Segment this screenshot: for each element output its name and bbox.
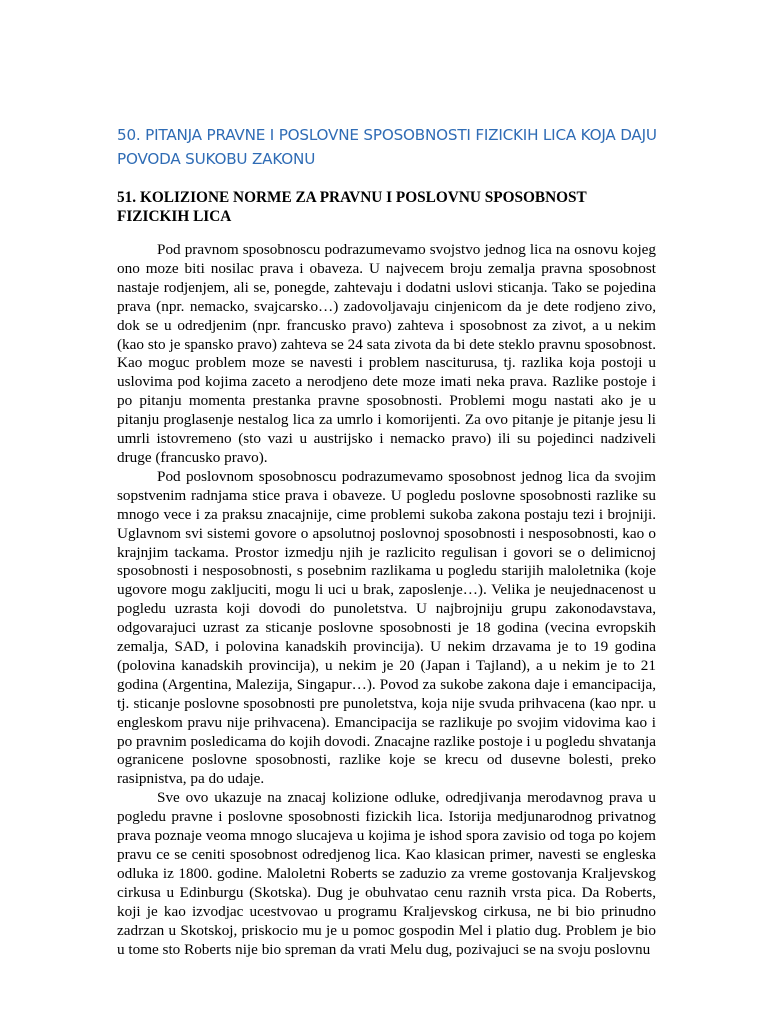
section-heading-51: 51. KOLIZIONE NORME ZA PRAVNU I POSLOVNU SPOSOBNOST FIZICKIH LICA: [117, 189, 587, 225]
section-heading-50: 50. PITANJA PRAVNE I POSLOVNE SPOSOBNOSTI FIZICKIH LICA KOJA DAJU POVODA SUKOBU ZAKONU: [117, 126, 657, 168]
document-body: [117, 241, 656, 959]
paragraph-legal-capacity: Pod pravnom sposobnoscu podrazumevamo svojstvo jednog lica na osnovu kojeg ono moze biti nosilac prava i obaveza. U najvecem broju zemalja pravna sposobnost nastaje rodjenjem, ali se, ponegde, zahtevaju i dodatni uslovi sticanja. Tako se pojedina prava (npr. nemacko, svajcarsko…) zadovoljavaju cinjenicom da je dete rodjeno zivo, dok se u odredjenim (npr. francusko pravo) zahteva i sposobnost za zivot, a u nekim (kao sto je spansko pravo) zahteva se 24 sata zivota da bi dete steklo pravnu sposobnost. Kao moguc problem moze se navesti i problem nasciturusa, tj. razlika koja postoji u uslovima pod kojima zaceto a nerodjeno dete moze imati neka prava. Razlike postoje i po pitanju momenta prestanka pravne sposobnosti. Problemi mogu nastati ako je u pitanju proglasenje nestalog lica za umrlo i komorijenti. Za ovo pitanje je pitanje jesu li umrli istovremeno (sto vazi u austrijsko i nemacko pravo) ili su pojedinci nadziveli druge (francusko pravo).: [117, 241, 656, 466]
paragraph-business-capacity: Pod poslovnom sposobnoscu podrazumevamo sposobnost jednog lica da svojim sopstvenim radnjama stice prava i obaveze. U pogledu poslovne sposobnosti razlike su mnogo vece i za praksu znacajnije, cime problemi sukoba zakona postaju tezi i brojniji. Uglavnom svi sistemi govore o apsolutnoj poslovnoj sposobnosti i nesposobnosti, kao o krajnjim tackama. Prostor izmedju njih je razlicito regulisan i govori se o delimicnoj sposobnosti i nesposobnosti, s posebnim razlikama u pogledu starijih maloletnika (koje ugovore mogu zakljuciti, mogu li uci u brak, zaposlenje…). Velika je neujednacenost u pogledu uzrasta koji dovodi do punoletstva. U najbrojniju grupu zakonodavstava, odgovarajuci uzrast za sticanje poslovne sposobnosti je 18 godina (vecina evropskih zemalja, SAD, i polovina kanadskih provincija). U nekim drzavama je to 19 godina (polovina kanadskih provincija), u nekim je 20 (Japan i Tajland), a u nekim je to 21 godina (Argentina, Malezija, Singapur…). Povod za sukobe zakona daje i emancipacija, tj. sticanje poslovne sposobnosti pre punoletstva, koja nije svuda prihvacena (kao npr. u engleskom pravu nije prihvacena). Emancipacija se razlikuje po svojim vidovima kao i po pravnim posledicama do kojih dovodi. Znacajne razlike postoje i u pogledu shvatanja ogranicene poslovne sposobnosti, razlike koje se krecu od dusevne bolesti, preko rasipnistva, pa do udaje.: [117, 467, 656, 788]
paragraph-conflict-decision: Sve ovo ukazuje na znacaj kolizione odluke, odredjivanja merodavnog prava u pogledu pravne i poslovne sposobnosti fizickih lica. Istorija medjunarodnog privatnog prava poznaje veoma mnogo slucajeva u kojima je ishod spora zavisio od toga po kojem pravu ce se ceniti sposobnost odredjenog lica. Kao klasican primer, navesti se engleska odluka iz 1800. godine. Maloletni Roberts se zaduzio za vreme gostovanja Kraljevskog cirkusa u Edinburgu (Skotska). Dug je obuhvatao cenu raznih vrsta pica. Da Roberts, koji je kao izvodjac ucestvovao u programu Kraljevskog cirkusa, ne bi bio prinudno zadrzan u Skotskoj, priskocio mu je u pomoc gospodin Mel i platio dug. Problem je bio u tome sto Roberts nije bio spreman da vrati Melu dug, pozivajuci se na svoju poslovnu: [117, 789, 656, 958]
